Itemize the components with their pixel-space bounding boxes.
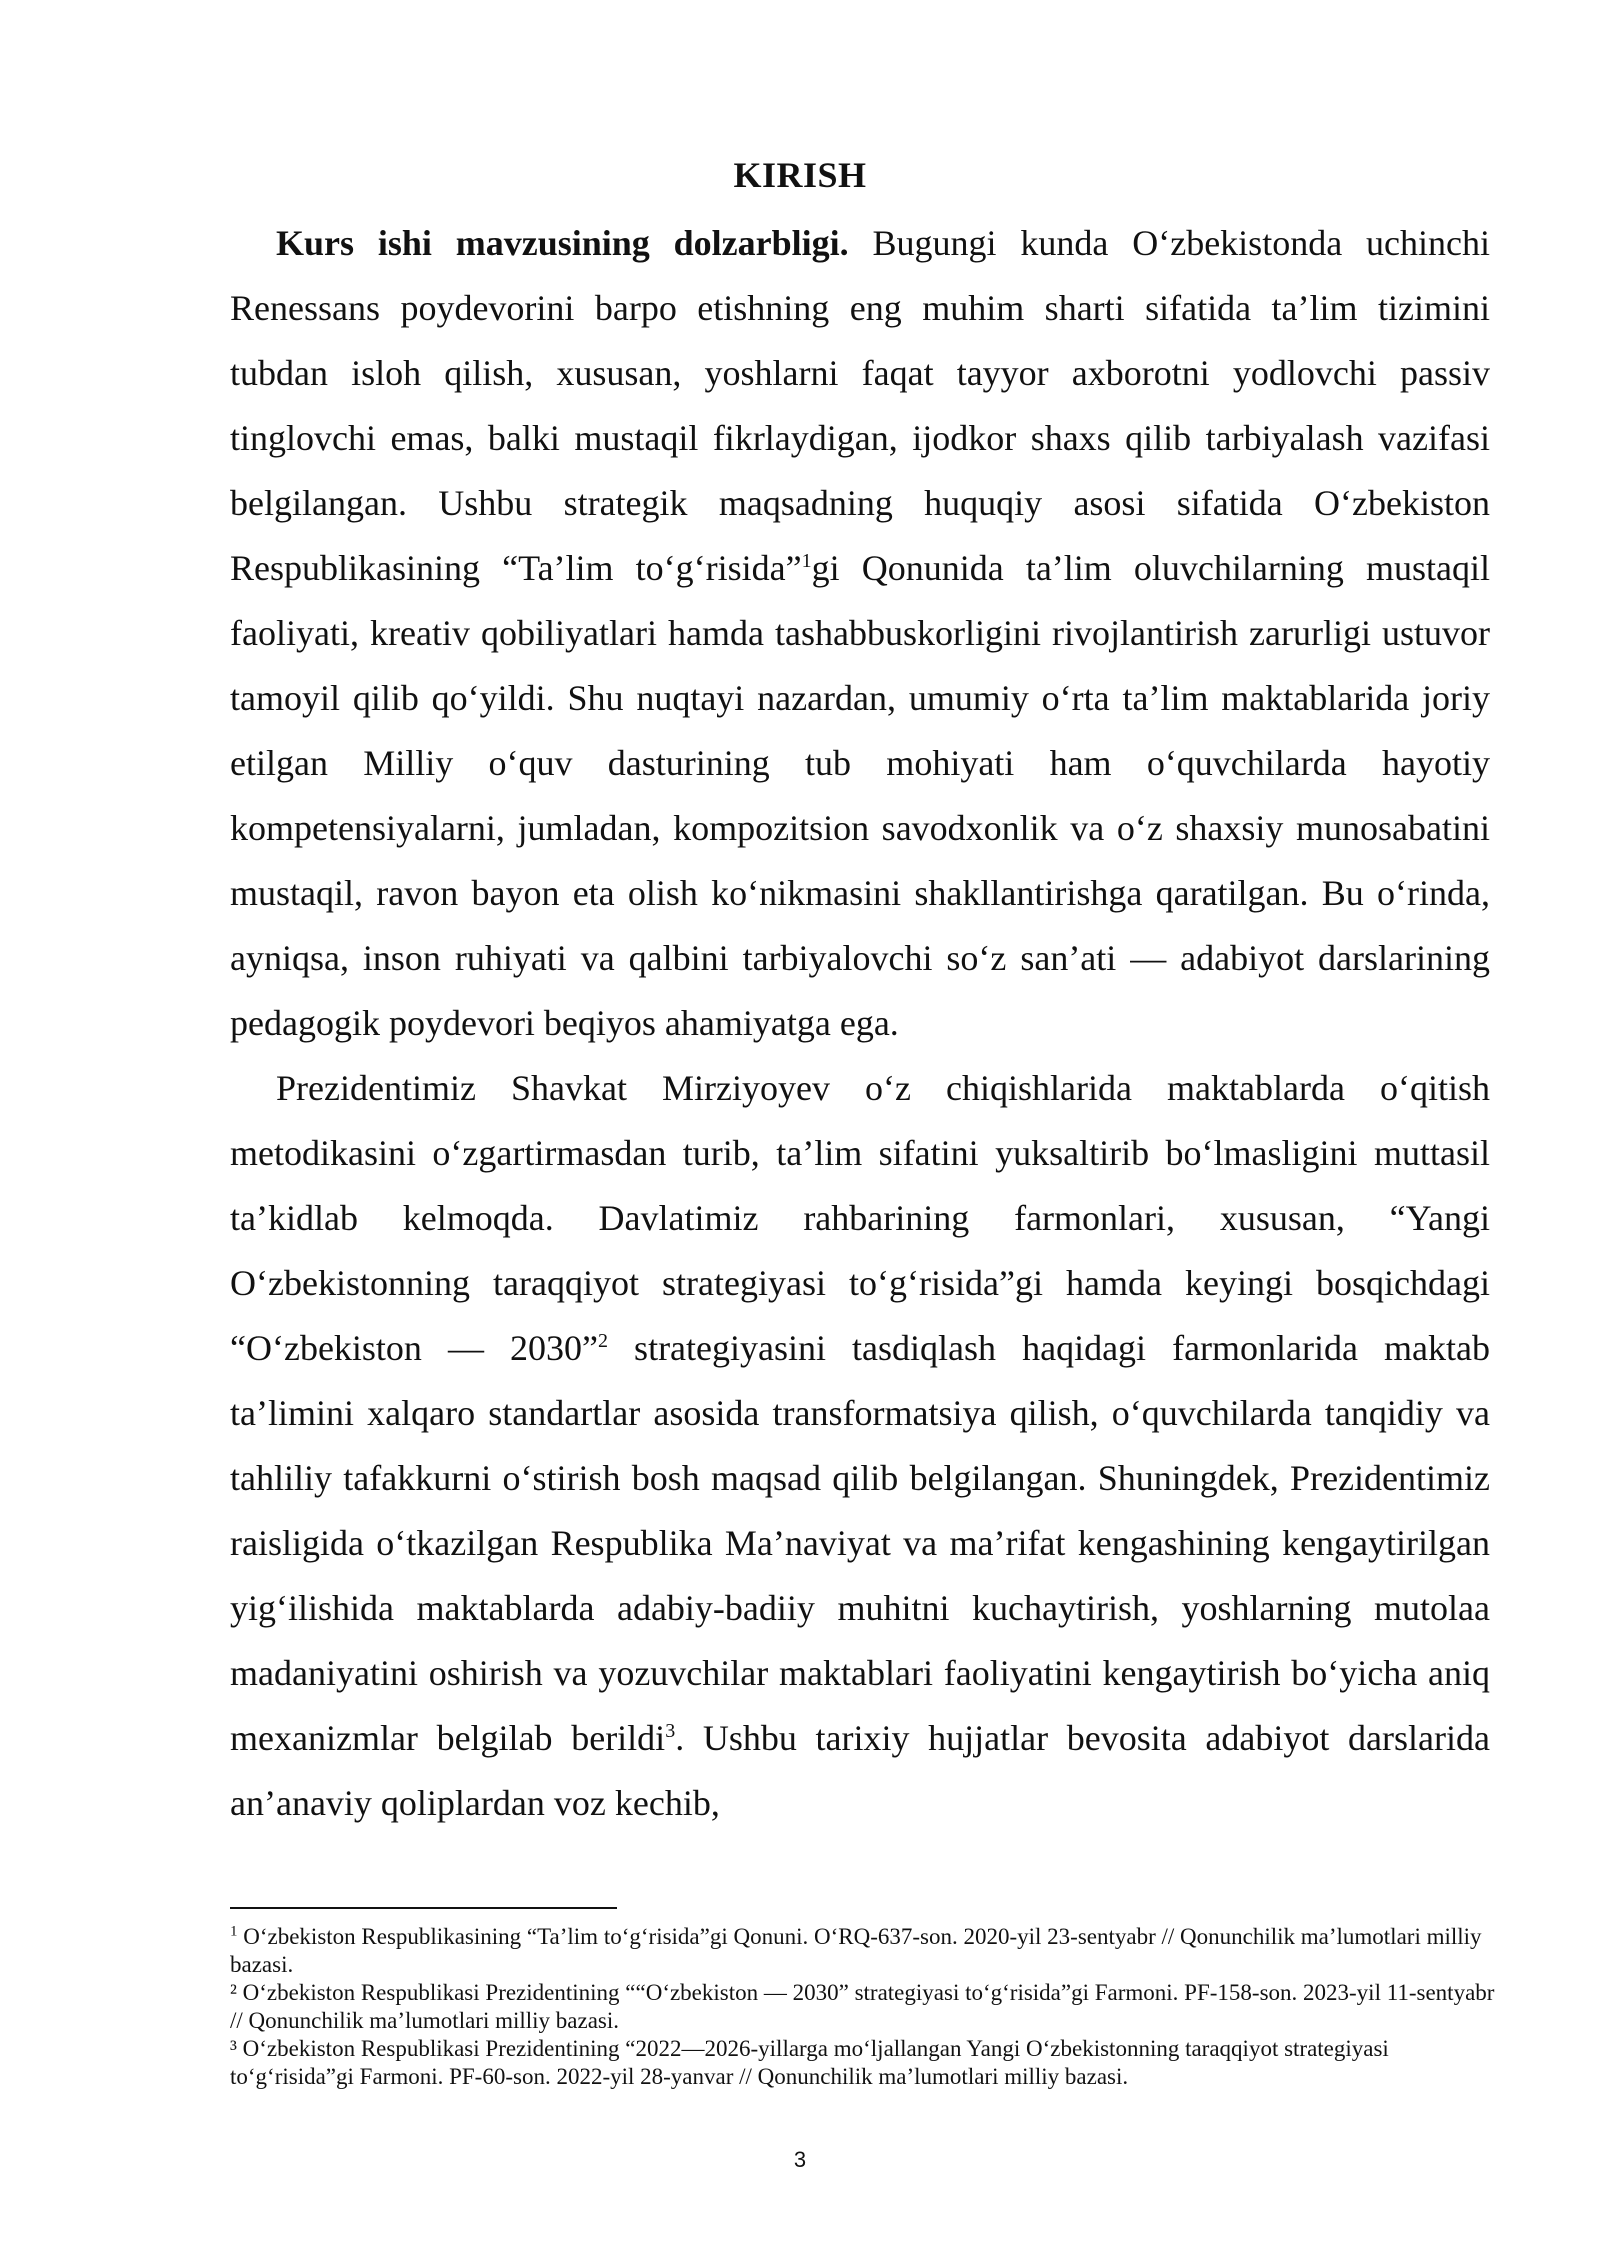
footnote-mark: ² (230, 1980, 237, 2005)
footnotes (230, 1923, 1496, 2091)
paragraph-lead: Kurs ishi mavzusining dolzarbligi. (276, 223, 849, 263)
footnote-reference[interactable]: 1 (801, 550, 812, 572)
footnote-separator (230, 1907, 617, 1909)
footnote-reference[interactable]: 2 (598, 1330, 609, 1352)
footnote-reference[interactable]: 3 (665, 1720, 676, 1742)
paragraph-text: Bugungi kunda O‘zbekistonda uchinchi Renessans poydevorini barpo etishning eng muhim sharti sifatida ta’lim tizimini tubdan isloh qilish, xususan, yoshlarni faqat tayyor axborotni yodlovchi passiv tinglovchi emas, balki mustaqil fikrlaydigan, ijodkor shaxs qilib tarbiyalash vazifasi belgilangan. Ushbu strategik maqsadning huquqiy asosi sifatida O‘zbekiston Respublikasining “Ta’lim to‘g‘risida” (230, 223, 1490, 588)
footnote-mark: 1 (230, 1923, 238, 1940)
paragraph-text: gi Qonunida ta’lim oluvchilarning mustaqil faoliyati, kreativ qobiliyatlari hamda tashabbuskorligini rivojlantirish zarurligi ustuvor tamoyil qilib qo‘yildi. Shu nuqtayi nazardan, umumiy o‘rta ta’lim maktablarida joriy etilgan Milliy o‘quv dasturining tub mohiyati ham o‘quvchilarda hayotiy kompetensiyalarni, jumladan, kompozitsion savodxonlik va o‘z shaxsiy munosabatini mustaqil, ravon bayon eta olish ko‘nikmasini shakllantirishga qaratilgan. Bu o‘rinda, ayniqsa, inson ruhiyati va qalbini tarbiyalovchi so‘z san’ati — adabiyot darslarining pedagogik poydevori beqiyos ahamiyatga ega. (230, 548, 1490, 1043)
footnote-text: O‘zbekiston Respublikasi Prezidentining “2022—2026-yillarga mo‘ljallangan Yangi O‘zbekistonning taraqqiyot strategiyasi to‘g‘risida”gi Farmoni. PF-60-son. 2022-yil 28-yanvar // Qonunchilik ma’lumotlari milliy bazasi. (230, 2036, 1389, 2089)
paragraph-text: strategiyasini tasdiqlash haqidagi farmonlarida maktab ta’limini xalqaro standartlar asosida transformatsiya qilish, o‘quvchilarda tanqidiy va tahliliy tafakkurni o‘stirish bosh maqsad qilib belgilangan. Shuningdek, Prezidentimiz raisligida o‘tkazilgan Respublika Ma’naviyat va ma’rifat kengashining kengaytirilgan yig‘ilishida maktablarda adabiy-badiiy muhitni kuchaytirish, yoshlarning mutolaa madaniyatini oshirish va yozuvchilar maktablari faoliyatini kengaytirish bo‘yicha aniq mexanizmlar belgilab berildi (230, 1328, 1491, 1758)
section-heading: KIRISH (733, 155, 867, 195)
footnote-text: O‘zbekiston Respublikasi Prezidentining ““O‘zbekiston — 2030” strategiyasi to‘g‘risida”gi Farmoni. PF-158-son. 2023-yil 11-sentyabr // Qonunchilik ma’lumotlari milliy bazasi. (230, 1980, 1495, 2033)
body-text (230, 211, 1490, 1836)
footnote-2 (230, 1979, 1496, 2035)
footnote-mark: ³ (230, 2036, 237, 2061)
footnote-1 (230, 1923, 1496, 1979)
paragraph-relevance (230, 211, 1490, 1056)
footnote-3 (230, 2035, 1496, 2091)
paragraph-president (230, 1056, 1490, 1836)
footnote-text: O‘zbekiston Respublikasining “Ta’lim to‘g‘risida”gi Qonuni. O‘RQ-637-son. 2020-yil 23-sentyabr // Qonunchilik ma’lumotlari milliy bazasi. (230, 1924, 1482, 1977)
paragraph-text: Prezidentimiz Shavkat Mirziyoyev o‘z chiqishlarida maktablarda o‘qitish metodikasini o‘zgartirmasdan turib, ta’lim sifatini yuksaltirib bo‘lmasligini muttasil ta’kidlab kelmoqda. Davlatimiz rahbarining farmonlari, xususan, “Yangi O‘zbekistonning taraqqiyot strategiyasi to‘g‘risida”gi hamda keyingi bosqichdagi “O‘zbekiston — 2030” (230, 1068, 1490, 1368)
page-number: 3 (793, 2147, 807, 2172)
paragraph-text: . Ushbu tarixiy hujjatlar bevosita adabiyot darslarida an’anaviy qoliplardan voz kechib, (230, 1718, 1490, 1823)
